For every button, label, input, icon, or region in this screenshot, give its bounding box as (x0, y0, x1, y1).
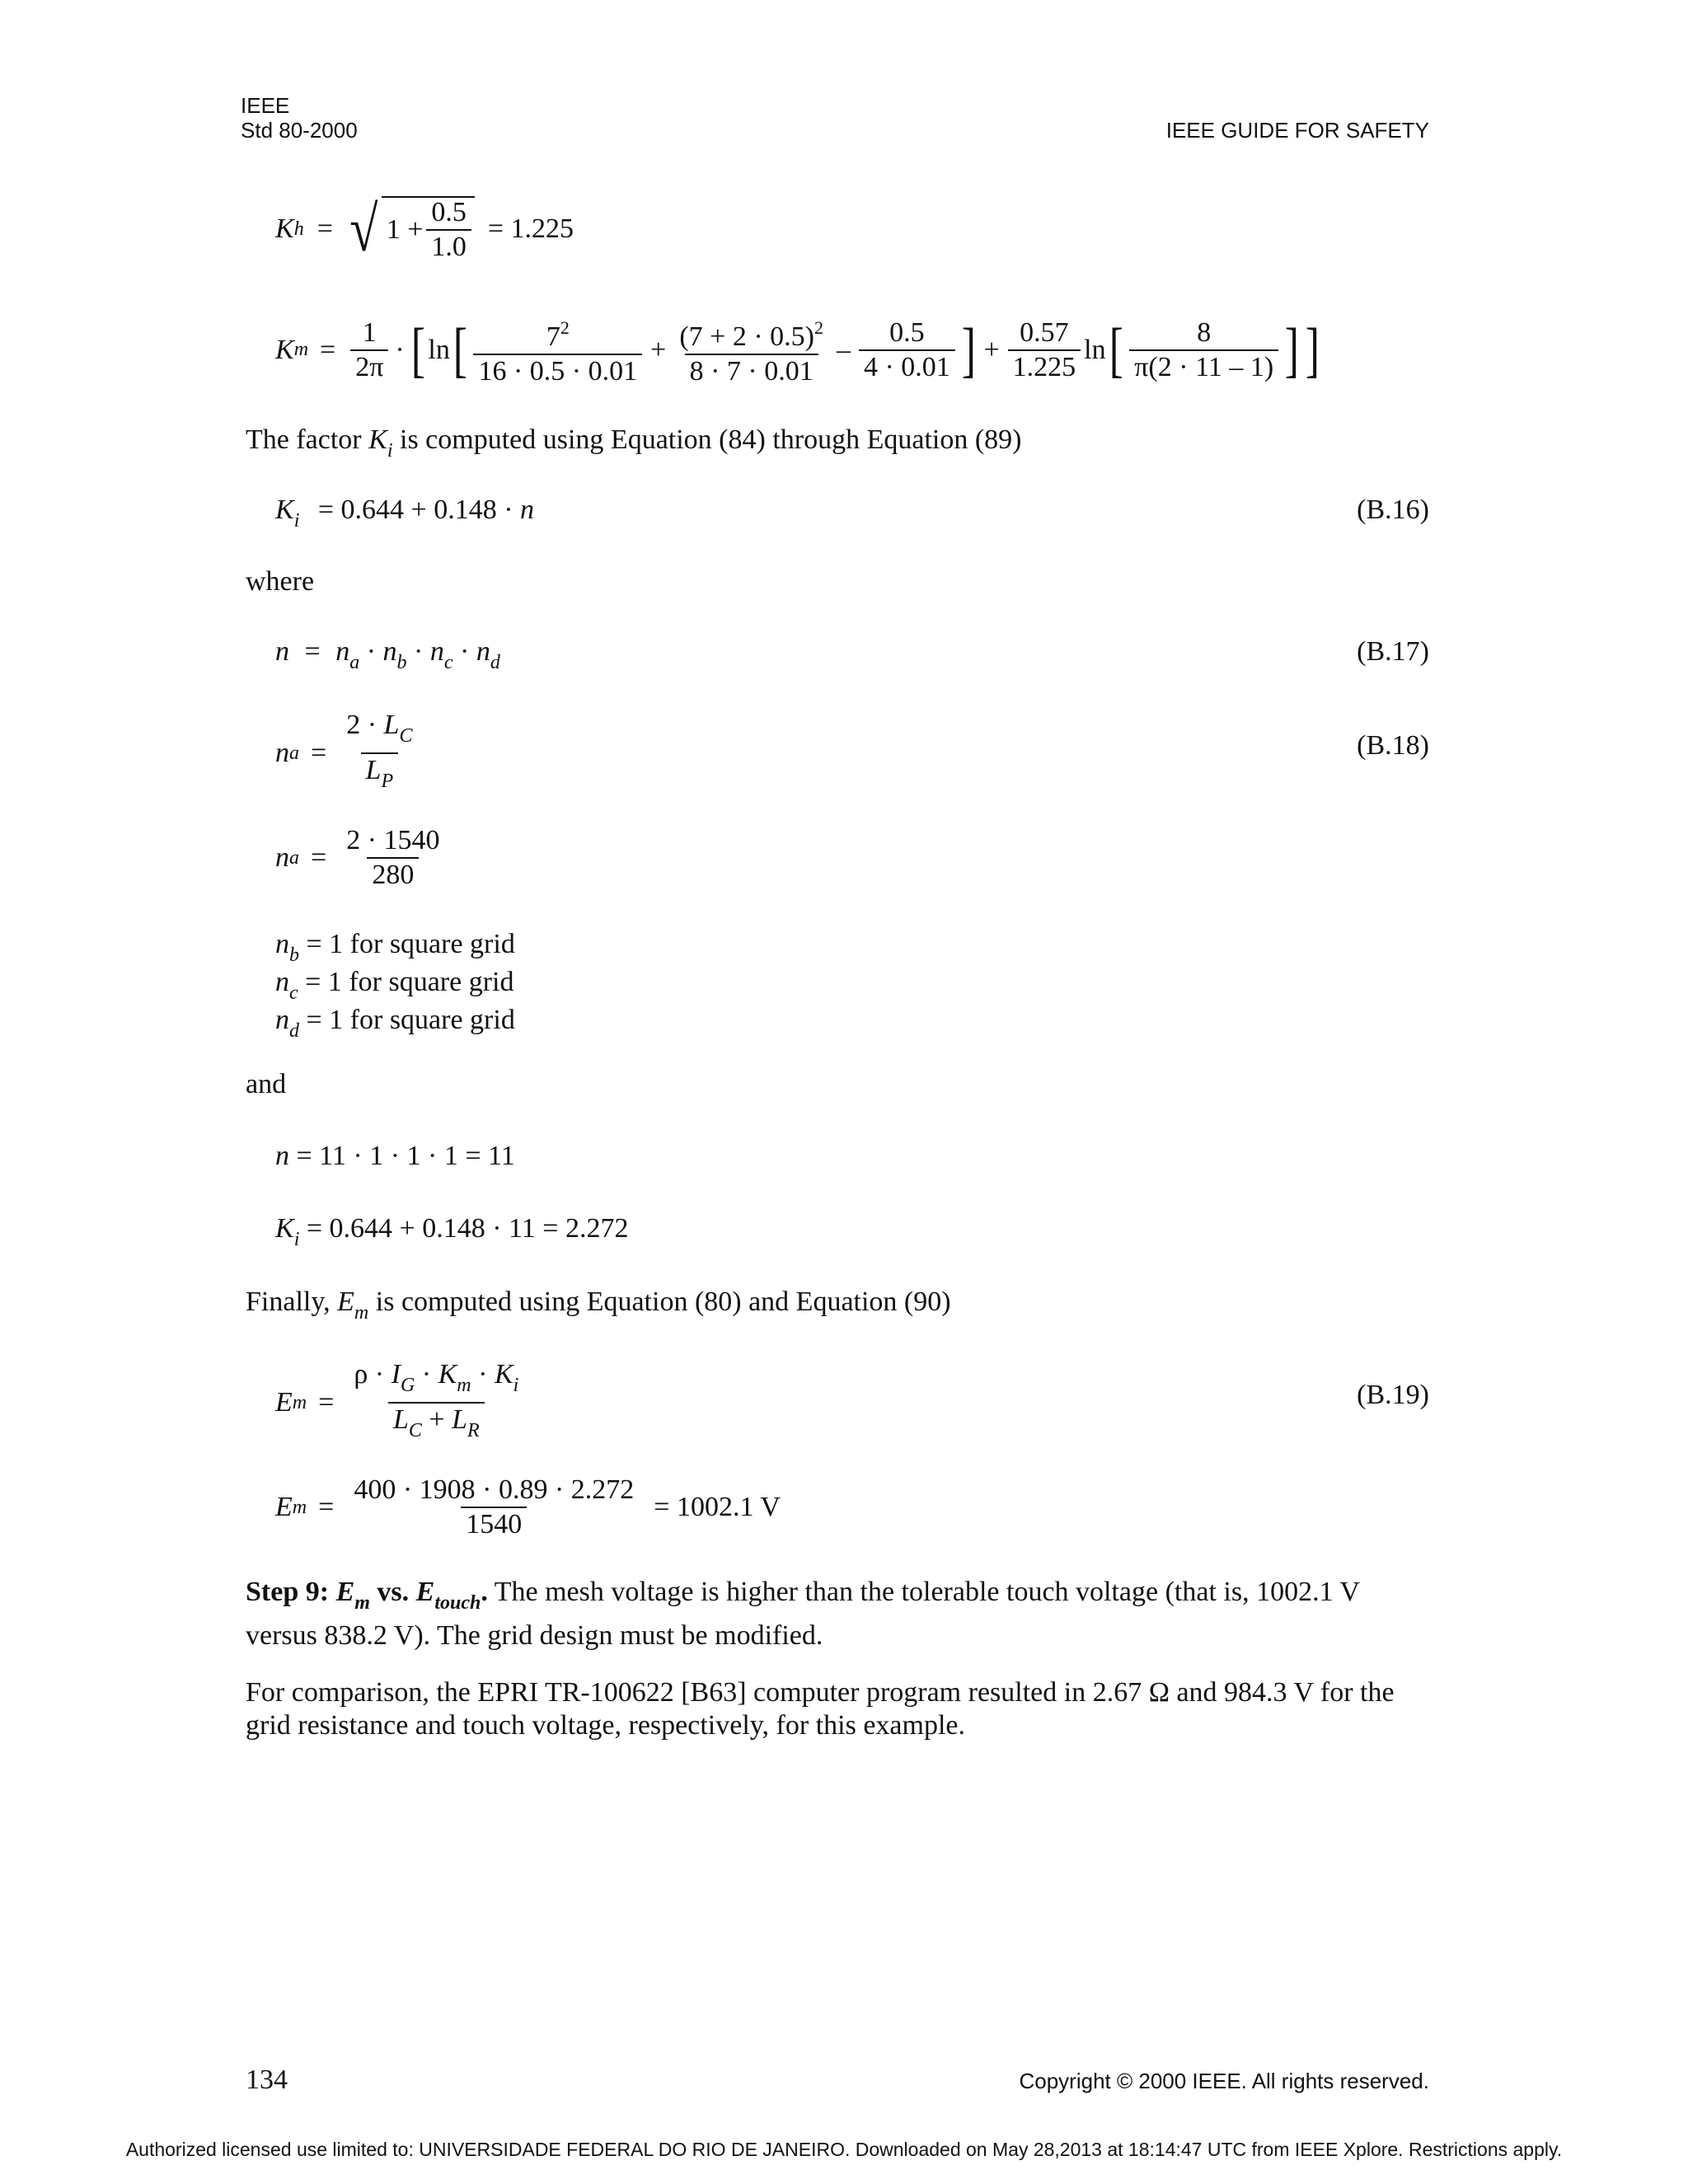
equation-number: (B.17) (1357, 636, 1429, 667)
equation-km: K m = $\frac{1}{2\pi}$ · [ ln [ $\frac{7^2}{16 \cdot 0.5 \cdot 0.01}$ + $\frac{(7 + 2 \cdot 0.5)^2}{8 \cdot 7 \cdot 0.01}$ – $\frac{0.5}{4 \cdot 0.01}$ ] + $\frac{0.57}{1.225}$ ln [ $\frac{8}{\pi(2 \cdot 11 - 1)}$ ] ] (275, 316, 1320, 387)
where-text: where (246, 566, 315, 597)
equation-number: (B.16) (1357, 494, 1429, 525)
header-title: IEEE GUIDE FOR SAFETY (1165, 118, 1429, 143)
header-std: Std 80-2000 (241, 118, 358, 143)
header-org: IEEE (241, 93, 290, 118)
equation-b17: $n = n_a \cdot n_b \cdot n_c \cdot n_d$ (275, 636, 500, 673)
equation-n-value: n = 11 · 1 · 1 · 1 = 11 (275, 1141, 515, 1171)
nc-line: $n_c = 1$ for square grid (275, 967, 514, 1004)
page-number: 134 (246, 2064, 288, 2095)
equation-number: (B.19) (1357, 1380, 1429, 1410)
license-notice: Authorized licensed use limited to: UNIVERSIDADE FEDERAL DO RIO DE JANEIRO. Downloaded on May 28,2013 at 18:14:47 UTC from IEEE Xplore. Restrictions apply. (125, 2139, 1563, 2160)
equation-b19: E m = $\frac{\rho \cdot I_G \cdot K_m \cdot K_i}{L_C + L_R}$ (275, 1360, 527, 1446)
equation-na-value: n a = $\frac{2 \cdot 1540}{280}$ (275, 825, 440, 890)
copyright: Copyright © 2000 IEEE. All rights reserved. (1019, 2069, 1429, 2093)
and-text: and (246, 1069, 287, 1099)
paragraph-em: Finally, $E_m$ is computed using Equation (80) and Equation (90) (246, 1286, 951, 1324)
equation-b18: n a = $\frac{2 \cdot L_C}{L_P}$ (275, 710, 420, 796)
step-9-paragraph: Step 9: $E_m$ vs. $E_{touch}$. The mesh voltage is higher than the tolerable touch voltage (that is, 1002.1 V versus 838.2 V). The grid design must be modified. (246, 1577, 1360, 1651)
paragraph-ki: The factor $K_i$ is computed using Equation (84) through Equation (89) (246, 424, 1022, 462)
comparison-paragraph: For comparison, the EPRI TR-100622 [B63] computer program resulted in 2.67 Ω and 984.3 V for the grid resistance and touch voltage, respectively, for this example. (246, 1677, 1395, 1741)
nb-line: $n_b = 1$ for square grid (275, 929, 515, 966)
equation-ki-value: $K_i = 0.644 + 0.148 \cdot 11 = 2.272$ (275, 1213, 629, 1250)
equation-em-value: E m = $\frac{400 \cdot 1908 \cdot 0.89 \cdot 2.272}{1540}$ = 1002.1 V (275, 1474, 781, 1540)
equation-b16: $K_i = 0.644 + 0.148 \cdot n$ (275, 494, 535, 532)
equation-kh: K h = √ 1 + $\frac{0.5}{1.0}$ = 1.225 (275, 193, 574, 265)
sqrt-symbol: √ 1 + $\frac{0.5}{1.0}$ (346, 196, 475, 262)
equation-number: (B.18) (1357, 730, 1429, 761)
nd-line: $n_d = 1$ for square grid (275, 1005, 515, 1042)
